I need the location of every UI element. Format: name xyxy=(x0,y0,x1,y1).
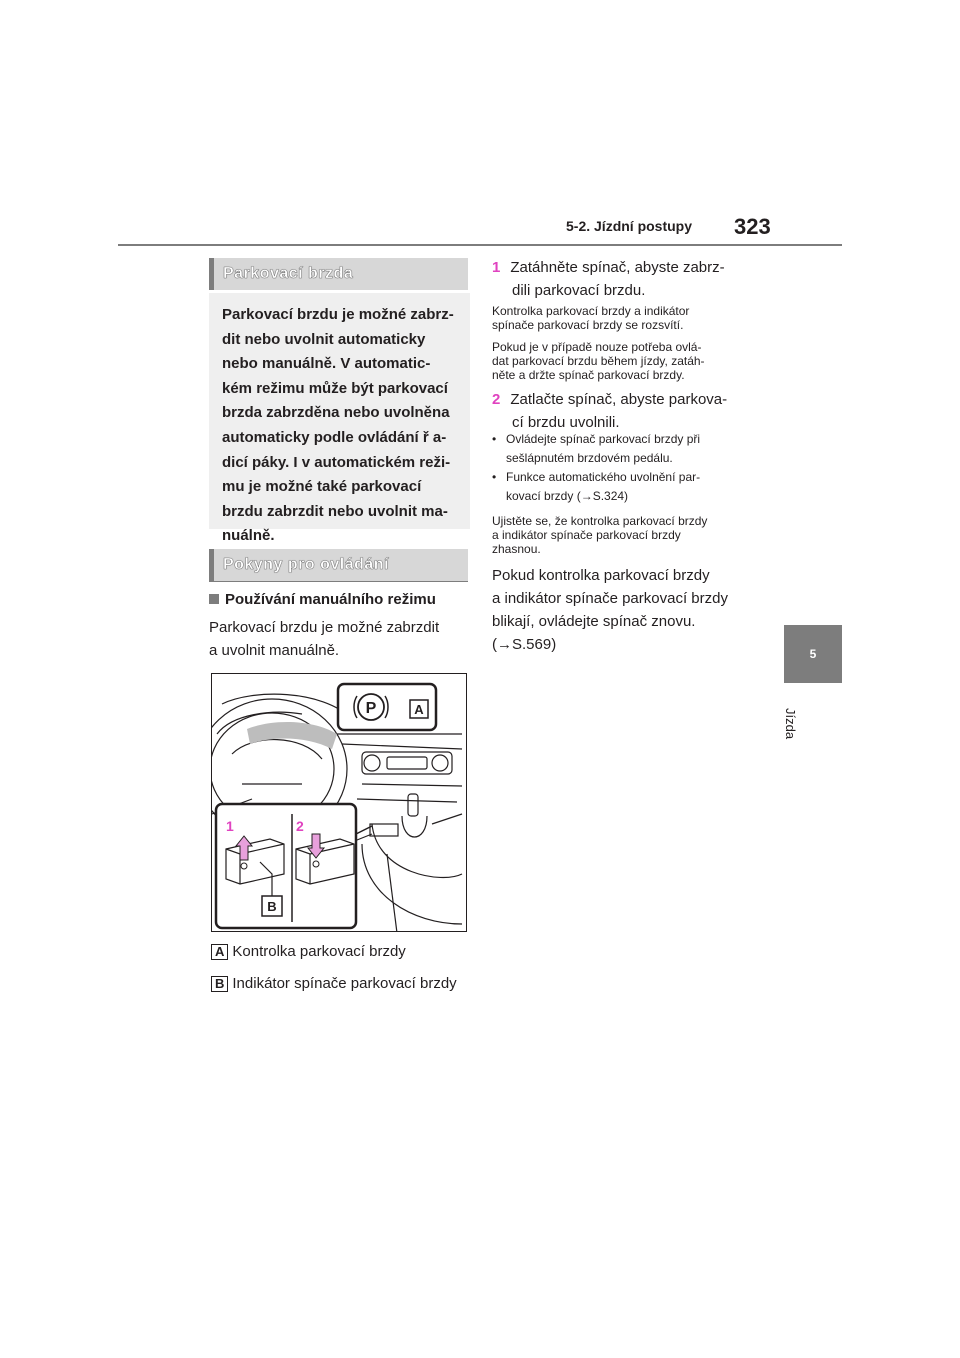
heading-parking-brake: Parkovací brzda xyxy=(209,258,468,290)
intro-text: Parkovací brzdu je možné zabrzdit a uvolnit manuálně. xyxy=(209,619,440,659)
heading-rule xyxy=(209,581,468,582)
chapter-label: Jízda xyxy=(783,708,798,740)
note-indicators-off: Ujistěte se, že kontrolka parkovací brzdy a indikátor spínače parkovací brzdy zhasnou. xyxy=(492,514,708,556)
page-number: 323 xyxy=(734,214,771,239)
summary-line: dit nebo uvolnit automaticky xyxy=(222,330,426,348)
summary-line: brzdu zabrzdit nebo uvolnit ma- xyxy=(222,502,448,520)
summary-line: brzda zabrzděna nebo uvolněna xyxy=(222,404,450,422)
dashboard-illustration xyxy=(211,673,467,932)
callout-steps-box xyxy=(216,804,356,928)
note-indicators-lit: Kontrolka parkovací brzdy a indikátor spínače parkovací brzdy se rozsvítí. xyxy=(492,304,690,332)
heading-instructions: Pokyny pro ovládání xyxy=(209,549,468,581)
list-item: • Funkce automatického uvolnění par- xyxy=(492,470,701,484)
legend-item-a: A Kontrolka parkovací brzdy xyxy=(211,943,406,960)
figure-label-b: B xyxy=(267,899,277,914)
step-number: 1 xyxy=(492,259,501,276)
p-symbol: P xyxy=(365,700,377,717)
section-title: 5-2. Jízdní postupy xyxy=(566,218,693,234)
subheading-manual-mode: Používání manuálního režimu xyxy=(209,591,436,608)
summary-line: dicí páky. I v automatickém reži- xyxy=(222,453,451,471)
summary-line: kém režimu může být parkovací xyxy=(222,379,448,397)
chapter-tab: 5 xyxy=(784,625,842,683)
legend-letter: B xyxy=(211,976,228,992)
step-1: 1 Zatáhněte spínač, abyste zabrz- dili parkovací brzdu. xyxy=(492,259,725,299)
figure-label-a: A xyxy=(414,702,424,717)
step1-label: 1 xyxy=(226,818,234,834)
step2-label: 2 xyxy=(296,818,304,834)
step-number: 2 xyxy=(492,391,501,408)
summary-line: automaticky podle ovládání ř a- xyxy=(222,428,447,446)
dashboard-drawing xyxy=(212,674,467,932)
summary-line: nuálně. xyxy=(222,527,275,545)
step-2: 2 Zatlačte spínač, abyste parkova- cí brzdu uvolnili. xyxy=(492,391,728,431)
summary-line: Parkovací brzdu je možné zabrz- xyxy=(222,306,454,323)
summary-box xyxy=(209,293,470,545)
legend-letter: A xyxy=(211,944,228,960)
summary-line: nebo manuálně. V automatic- xyxy=(222,355,431,373)
legend-item-b: B Indikátor spínače parkovací brzdy xyxy=(211,975,457,992)
bullet-list: • Ovládejte spínač parkovací brzdy při sešlápnutém brzdovém pedálu. • Funkce automatického uvolnění par- kovací brzdy (→S.324) xyxy=(492,432,701,503)
summary-line: mu je možné také parkovací xyxy=(222,478,422,496)
square-bullet-icon xyxy=(209,594,219,604)
header-rule xyxy=(118,244,842,246)
final-instruction: Pokud kontrolka parkovací brzdy a indikátor spínače parkovací brzdy blikají, ovládejte spínač znovu. (→S.569) xyxy=(492,567,728,653)
note-emergency: Pokud je v případě nouze potřeba ovlá- dat parkovací brzdu během jízdy, zatáh- něte a držte spínač parkovací brzdy. xyxy=(492,340,705,382)
list-item: • Ovládejte spínač parkovací brzdy při xyxy=(492,432,701,446)
